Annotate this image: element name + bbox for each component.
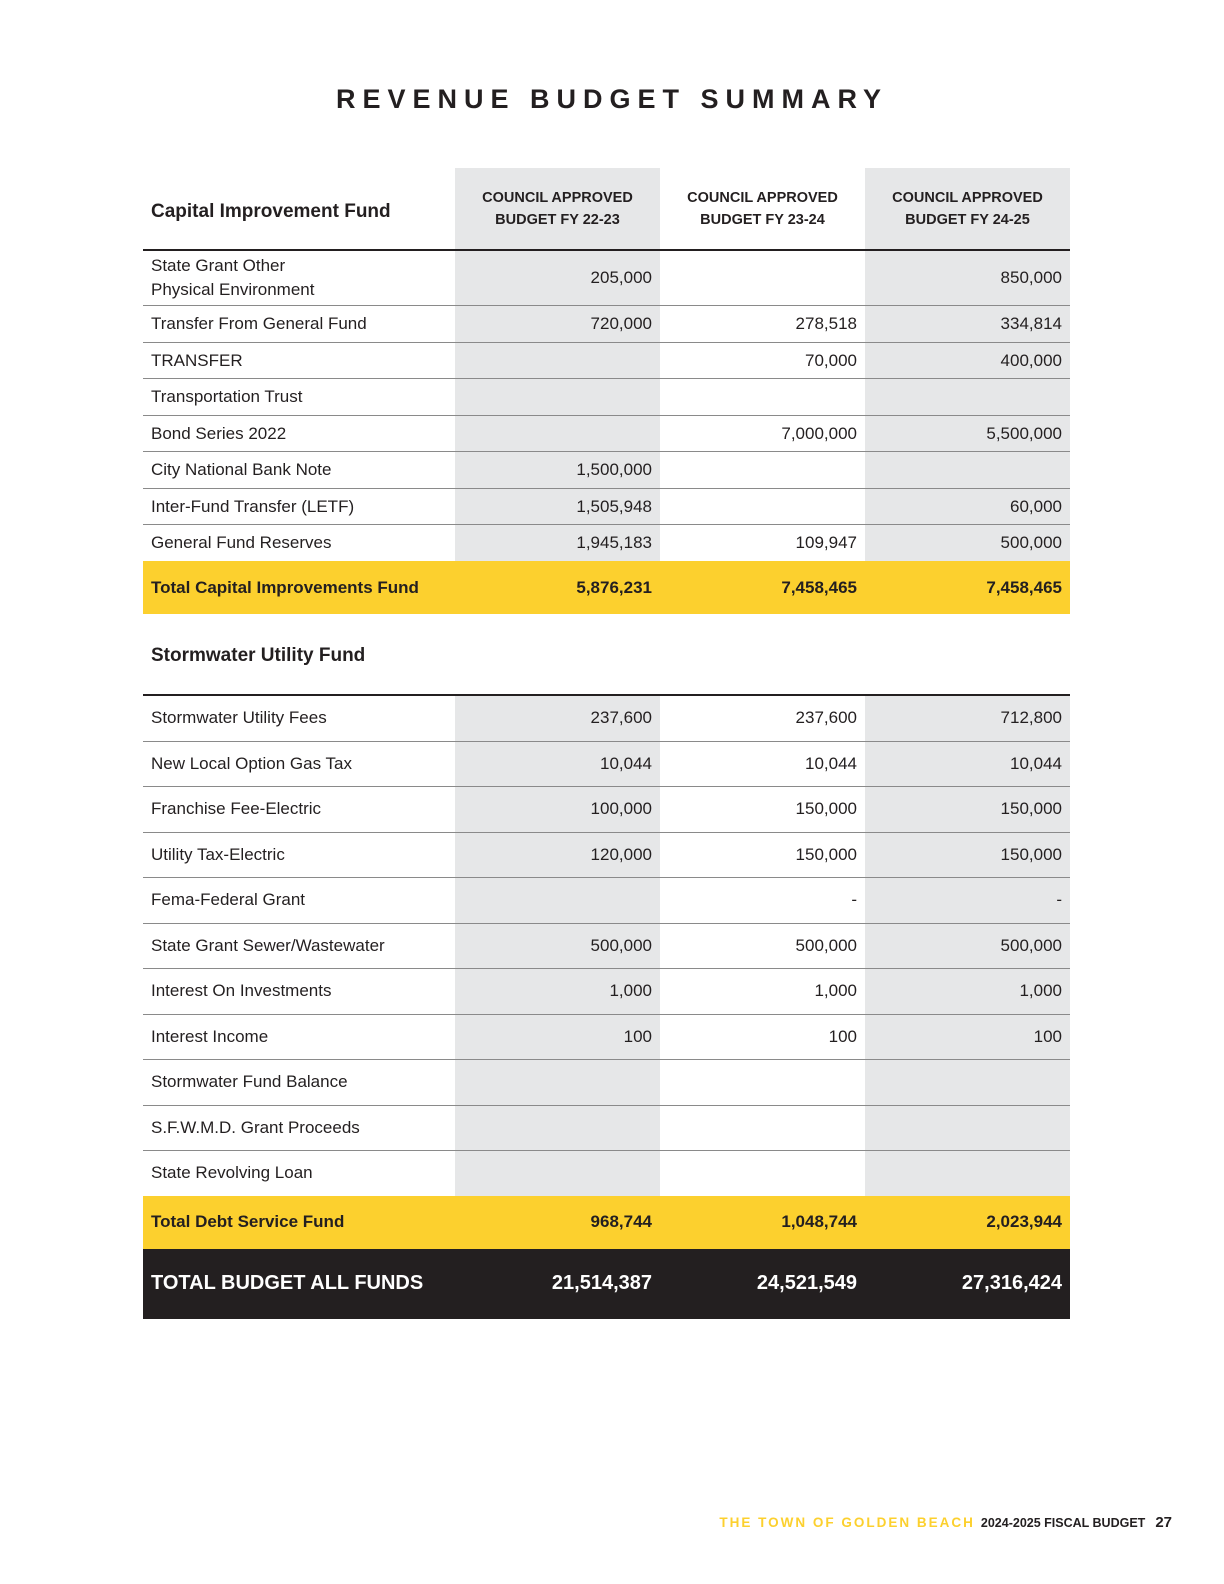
footer-town-name: THE TOWN OF GOLDEN BEACH [719, 1515, 975, 1530]
row-value: 60,000 [865, 489, 1070, 524]
row-value: 1,000 [455, 969, 660, 1014]
table-row [143, 1060, 1070, 1106]
row-value: 120,000 [455, 833, 660, 878]
row-label: Inter-Fund Transfer (LETF) [151, 496, 355, 516]
total-value: 968,744 [590, 1212, 652, 1231]
row-value [660, 489, 865, 524]
row-value [455, 343, 660, 378]
row-value: 1,000 [865, 969, 1070, 1014]
total-label: Total Debt Service Fund [151, 1212, 345, 1231]
table-row [143, 1106, 1070, 1152]
page-footer [719, 1514, 1172, 1531]
row-value: 10,044 [865, 742, 1070, 787]
row-value [660, 379, 865, 415]
total-row-stormwater [143, 1196, 1070, 1249]
row-value: 400,000 [865, 343, 1070, 378]
row-value [865, 379, 1070, 415]
row-value: 109,947 [795, 533, 857, 552]
row-value: 150,000 [795, 844, 857, 864]
table-row [143, 833, 1070, 879]
grand-total-value: 27,316,424 [961, 1272, 1062, 1294]
grand-total-label: TOTAL BUDGET ALL FUNDS [151, 1272, 424, 1294]
row-label: S.F.W.M.D. Grant Proceeds [151, 1117, 360, 1137]
row-value [660, 452, 865, 488]
revenue-budget-table [143, 168, 1070, 1319]
row-value: 150,000 [795, 799, 857, 819]
row-label: TRANSFER [151, 350, 243, 370]
total-value: 7,458,465 [781, 577, 857, 597]
row-value: 500,000 [795, 935, 857, 955]
row-label: Fema-Federal Grant [151, 890, 305, 910]
table-row [143, 1151, 1070, 1196]
table-row [143, 1015, 1070, 1061]
row-value [455, 878, 660, 923]
row-label: General Fund Reserves [151, 533, 332, 552]
row-value: 1,505,948 [455, 489, 660, 524]
row-value [865, 1060, 1070, 1105]
row-value: 500,000 [455, 924, 660, 969]
row-value: 150,000 [865, 787, 1070, 832]
row-value [865, 1151, 1070, 1196]
row-label: New Local Option Gas Tax [151, 753, 352, 773]
row-value: 278,518 [795, 314, 857, 333]
row-value [865, 1106, 1070, 1151]
grand-total-value: 24,521,549 [756, 1272, 857, 1294]
row-value: 100 [455, 1015, 660, 1060]
row-label: State Grant Sewer/Wastewater [151, 935, 385, 955]
row-label: Franchise Fee-Electric [151, 799, 322, 819]
row-value [660, 1060, 865, 1105]
row-value: 237,600 [455, 696, 660, 741]
row-value: 237,600 [795, 708, 857, 728]
total-value: 5,876,231 [576, 577, 652, 597]
row-label: Stormwater Utility Fees [151, 708, 327, 728]
row-value: - [851, 890, 857, 910]
table-row [143, 878, 1070, 924]
section-heading-stormwater: Stormwater Utility Fund [151, 645, 366, 666]
row-value: 500,000 [865, 525, 1070, 561]
row-value [660, 1151, 865, 1196]
section-heading-row [143, 614, 1070, 696]
table-row [143, 379, 1070, 416]
table-header-row [143, 168, 1070, 251]
column-header: COUNCIL APPROVED BUDGET FY 22-23 [455, 168, 660, 249]
table-row [143, 452, 1070, 489]
total-row-capital [143, 561, 1070, 614]
row-label: Interest Income [151, 1026, 269, 1046]
row-label: Interest On Investments [151, 981, 332, 1001]
row-value: 500,000 [865, 924, 1070, 969]
row-label: State Revolving Loan [151, 1163, 313, 1183]
row-value [455, 379, 660, 415]
row-value: 10,044 [805, 753, 857, 773]
table-row [143, 742, 1070, 788]
table-row [143, 306, 1070, 343]
row-value: 5,500,000 [865, 416, 1070, 451]
row-value [865, 452, 1070, 488]
row-value: 100 [828, 1026, 857, 1046]
column-header: COUNCIL APPROVED BUDGET FY 23-24 [687, 189, 838, 228]
grand-total-value: 21,514,387 [551, 1272, 652, 1294]
page-number: 27 [1155, 1514, 1172, 1531]
row-value: 1,000 [814, 981, 857, 1001]
grand-total-row [143, 1249, 1070, 1319]
row-value: - [865, 878, 1070, 923]
row-value: 100,000 [455, 787, 660, 832]
table-row [143, 489, 1070, 525]
table-row [143, 696, 1070, 742]
table-row [143, 251, 1070, 306]
table-row [143, 525, 1070, 561]
row-label: State Grant Other Physical Environment [151, 256, 315, 299]
row-value [660, 251, 865, 305]
row-label: Stormwater Fund Balance [151, 1072, 348, 1092]
row-value: 205,000 [455, 251, 660, 305]
table-row [143, 924, 1070, 970]
row-label: Bond Series 2022 [151, 423, 287, 443]
total-value: 7,458,465 [986, 577, 1062, 597]
row-value: 712,800 [865, 696, 1070, 741]
table-row [143, 343, 1070, 379]
row-label: Transfer From General Fund [151, 314, 367, 333]
row-value [455, 1106, 660, 1151]
row-value: 70,000 [805, 350, 857, 370]
table-row [143, 416, 1070, 452]
row-value [455, 416, 660, 451]
total-value: 2,023,944 [986, 1212, 1062, 1231]
column-header: COUNCIL APPROVED BUDGET FY 24-25 [865, 168, 1070, 249]
total-value: 1,048,744 [781, 1212, 857, 1231]
row-value: 1,945,183 [455, 525, 660, 561]
page-title: REVENUE BUDGET SUMMARY [335, 84, 889, 114]
row-value: 7,000,000 [781, 423, 857, 443]
row-value: 100 [865, 1015, 1070, 1060]
row-label: City National Bank Note [151, 460, 332, 479]
row-value [455, 1060, 660, 1105]
row-label: Transportation Trust [151, 387, 303, 406]
table-row [143, 787, 1070, 833]
row-value: 150,000 [865, 833, 1070, 878]
table-row [143, 969, 1070, 1015]
row-value: 334,814 [865, 306, 1070, 342]
row-label: Utility Tax-Electric [151, 844, 285, 864]
section-heading-capital: Capital Improvement Fund [151, 200, 391, 222]
row-value [455, 1151, 660, 1196]
footer-budget-label: 2024-2025 FISCAL BUDGET [980, 1516, 1146, 1530]
row-value: 1,500,000 [455, 452, 660, 488]
row-value: 720,000 [455, 306, 660, 342]
row-value: 10,044 [455, 742, 660, 787]
total-label: Total Capital Improvements Fund [151, 577, 419, 597]
row-value [660, 1106, 865, 1151]
row-value: 850,000 [865, 251, 1070, 305]
